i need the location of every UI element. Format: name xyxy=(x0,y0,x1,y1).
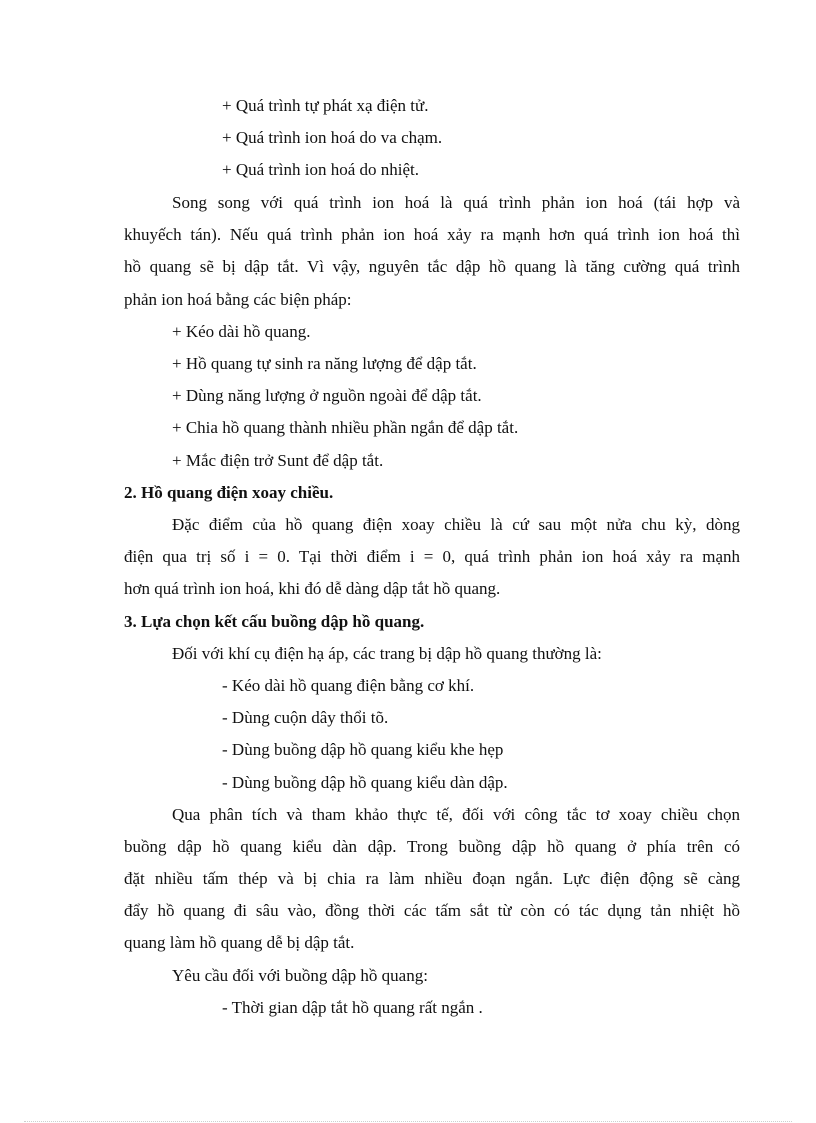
paragraph-line: quang làm hồ quang dễ bị dập tắt. xyxy=(124,933,355,952)
paragraph-line: đặt nhiều tấm thép và bị chia ra làm nhiều đoạn ngắn. Lực điện động sẽ càng xyxy=(124,869,740,888)
paragraph-line: phản ion hoá bằng các biện pháp: xyxy=(124,290,352,309)
paragraph-line: khuyếch tán). Nếu quá trình phản ion hoá xảy ra mạnh hơn quá trình ion hoá thì xyxy=(124,225,740,244)
list-item: - Dùng cuộn dây thổi tõ. xyxy=(222,708,389,727)
list-item: + Kéo dài hồ quang. xyxy=(172,322,311,341)
section-heading: 2. Hồ quang điện xoay chiều. xyxy=(124,483,334,502)
paragraph-line: điện qua trị số i = 0. Tại thời điểm i = 0, quá trình phản ion hoá xảy ra mạnh xyxy=(124,547,740,566)
paragraph-line: Yêu cầu đối với buồng dập hồ quang: xyxy=(172,966,428,985)
paragraph-line: hơn quá trình ion hoá, khi đó dễ dàng dập tắt hồ quang. xyxy=(124,579,501,598)
list-item: - Dùng buồng dập hồ quang kiểu khe hẹp xyxy=(222,740,504,759)
list-item: + Quá trình ion hoá do va chạm. xyxy=(222,128,443,147)
list-item: - Thời gian dập tắt hồ quang rất ngắn . xyxy=(222,998,483,1017)
list-item: - Dùng buồng dập hồ quang kiểu dàn dập. xyxy=(222,773,508,792)
paragraph-line: đẩy hồ quang đi sâu vào, đồng thời các tấm sắt từ còn có tác dụng tản nhiệt hồ xyxy=(124,901,740,920)
paragraph-line: buồng dập hồ quang kiểu dàn dập. Trong buồng dập hồ quang ở phía trên có xyxy=(124,837,740,856)
list-item: + Hồ quang tự sinh ra năng lượng để dập tắt. xyxy=(172,354,477,373)
paragraph-line: Song song với quá trình ion hoá là quá trình phản ion hoá (tái hợp và xyxy=(172,193,740,212)
section-heading: 3. Lựa chọn kết cấu buồng dập hồ quang. xyxy=(124,612,425,631)
list-item: + Dùng năng lượng ở nguồn ngoài để dập tắt. xyxy=(172,386,482,405)
paragraph-line: Qua phân tích và tham khảo thực tế, đối với công tắc tơ xoay chiều chọn xyxy=(172,805,740,824)
list-item: + Quá trình tự phát xạ điện tử. xyxy=(222,96,429,115)
list-item: - Kéo dài hồ quang điện bằng cơ khí. xyxy=(222,676,475,695)
paragraph-line: hồ quang sẽ bị dập tắt. Vì vậy, nguyên tắc dập hồ quang là tăng cường quá trình xyxy=(124,257,740,276)
paragraph-line: Đặc điểm của hồ quang điện xoay chiều là cứ sau một nửa chu kỳ, dòng xyxy=(172,515,740,534)
list-item: + Chia hồ quang thành nhiều phần ngắn để dập tắt. xyxy=(172,418,519,437)
list-item: + Quá trình ion hoá do nhiệt. xyxy=(222,160,420,179)
footer-divider xyxy=(24,1121,792,1122)
list-item: + Mắc điện trở Sunt để dập tắt. xyxy=(172,451,384,470)
paragraph-line: Đối với khí cụ điện hạ áp, các trang bị dập hồ quang thường là: xyxy=(172,644,602,663)
